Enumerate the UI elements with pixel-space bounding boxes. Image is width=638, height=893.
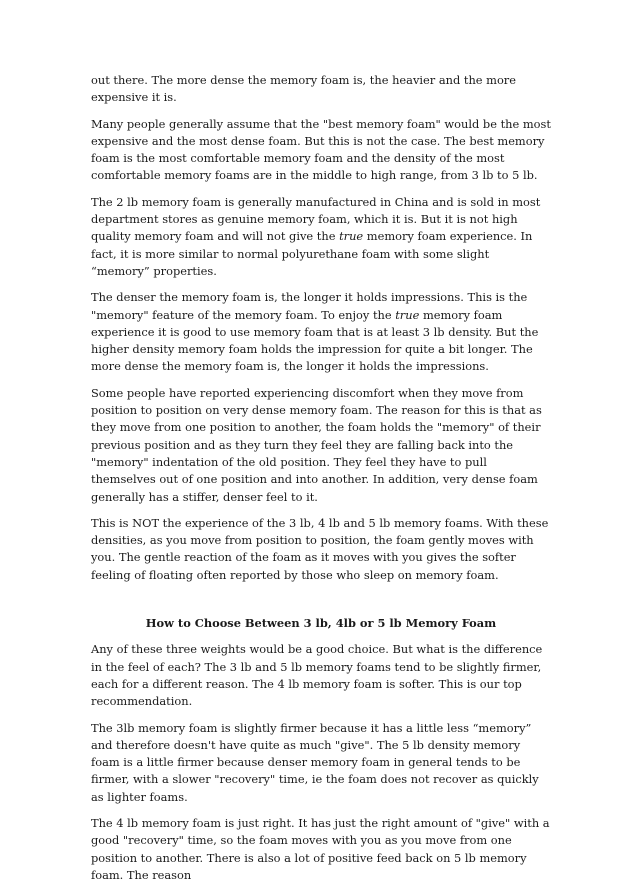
paragraph-4-text-b: memory foam experience it is good to use memory foam that is at least 3 lb density. But the higher density memory foam holds the impression for quite a bit longer. The more dense the memory foam is, the longer it holds the impressions.: [91, 307, 539, 374]
paragraph-5: Some people have reported experiencing discomfort when they move from position to position on very dense memory foam. The reason for this is that as they move from one position to another, the foam holds the "memory" of their previous position and as they turn they feel they are falling back into the "memory" indentation of the old position. They feel they have to pull themselves out of one position and into another. In addition, very dense foam generally has a stiffer, denser feel to it.: [91, 385, 542, 504]
paragraph-3-emphasis: true: [339, 229, 364, 244]
paragraph-9: The 4 lb memory foam is just right. It has just the right amount of "give" with a good "recovery" time, so the foam moves with you as you move from one position to another. There is also a lot of positive feed back on 5 lb memory foam. The reason: [91, 815, 550, 882]
section-spacer: [91, 593, 551, 615]
paragraph-8: The 3lb memory foam is slightly firmer because it has a little less “memory” and therefore doesn't have quite as much "give". The 5 lb density memory foam is a little firmer because denser memory foam in general tends to be firmer, with a slower "recovery" time, ie the foam does not recover as quickly as lighter foams.: [91, 720, 539, 804]
paragraph-7: Any of these three weights would be a good choice. But what is the difference in the feel of each? The 3 lb and 5 lb memory foams tend to be slightly firmer, each for a different reason. The 4 lb memory foam is softer. This is our top recommendation.: [91, 642, 543, 709]
paragraph-3-text-b: memory foam experience. In fact, it is more similar to normal polyurethane foam with some slight “memory” properties.: [91, 229, 533, 278]
paragraph-1: out there. The more dense the memory foam is, the heavier and the more expensive it is.: [91, 73, 516, 105]
paragraph-4-text-a: The denser the memory foam is, the longer it holds impressions. This is the "memory" feature of the memory foam. To enjoy the: [91, 290, 528, 322]
paragraph-4: [91, 289, 551, 375]
paragraph-4-emphasis: true: [395, 307, 420, 322]
paragraph-2: Many people generally assume that the "best memory foam" would be the most expensive and the most dense foam. But this is not the case. The best memory foam is the most comfortable memory foam and the density of the most comfortable memory foams are in the middle to high range, from 3 lb to 5 lb.: [91, 116, 551, 183]
document-page: [91, 72, 551, 893]
paragraph-3-text-a: The 2 lb memory foam is generally manufactured in China and is sold in most department stores as genuine memory foam, which it is. But it is not high quality memory foam and will not give the: [91, 194, 541, 244]
section-heading: How to Choose Between 3 lb, 4lb or 5 lb Memory Foam: [145, 616, 497, 631]
paragraph-3: [91, 194, 551, 280]
paragraph-6: This is NOT the experience of the 3 lb, 4 lb and 5 lb memory foams. With these densities, as you move from position to position, the foam gently moves with you. The gentle reaction of the foam as it moves with you gives the softer feeling of floating often reported by those who sleep on memory foam.: [91, 515, 549, 582]
